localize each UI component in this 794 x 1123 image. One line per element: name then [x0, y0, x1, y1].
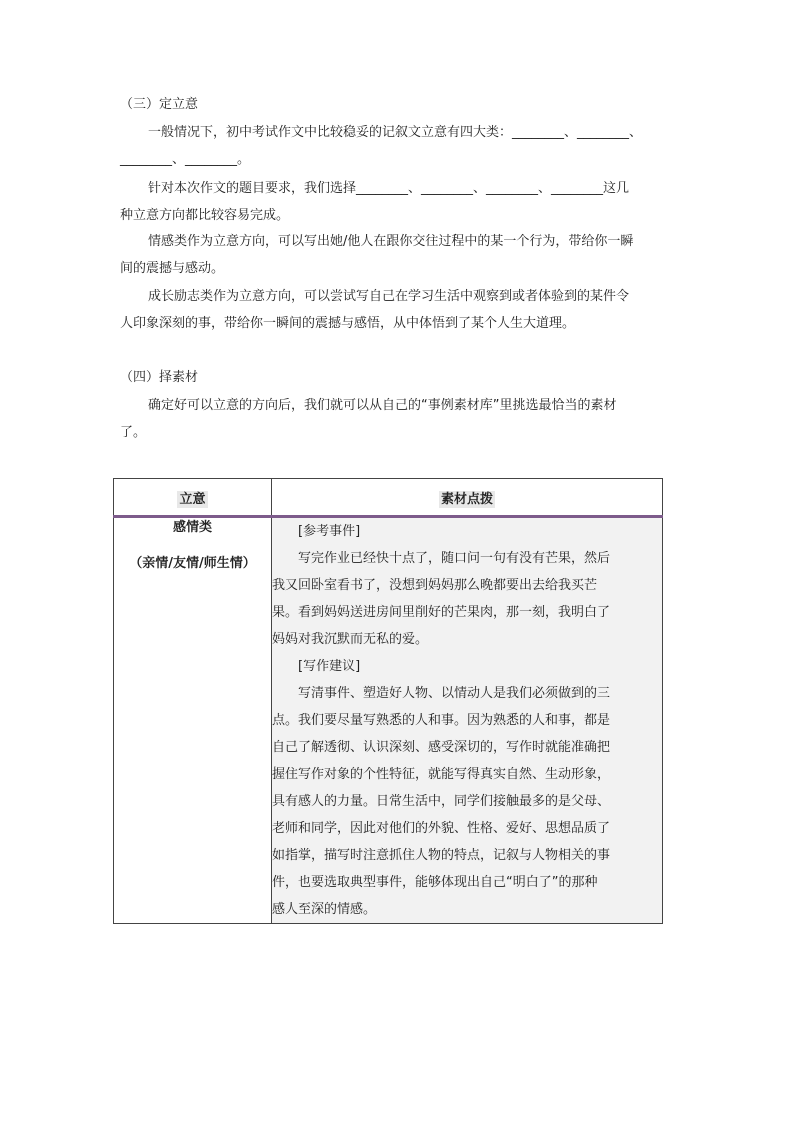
- header-intent-label: 立意: [179, 491, 206, 507]
- section-4-p1-line1: 确定好可以立意的方向后，我们就可以从自己的“事例素材库”里挑选最恰当的素材: [148, 398, 617, 413]
- section-4-heading: （四）择素材: [120, 370, 199, 385]
- material-table: [113, 478, 663, 924]
- section-3-p4-line2: 人印象深刻的事，带给你一瞬间的震撼与感悟，从中体悟到了某个人生大道理。: [120, 316, 576, 331]
- advice-line: 写清事件、塑造好人物、以情动人是我们必须做到的三: [298, 686, 611, 701]
- advice-line: 老师和同学，因此对他们的外貌、性格、爱好、思想品质了: [272, 821, 611, 836]
- reference-line: 妈妈对我沉默而无私的爱。: [272, 632, 429, 647]
- section-4-p1-line2: 了。: [120, 425, 147, 440]
- header-cell-material: [272, 479, 663, 517]
- advice-line: 如指掌，描写时注意抓住人物的特点，记叙与人物相关的事: [272, 848, 611, 863]
- reference-line: 写完作业已经快十点了，随口问一句有没有芒果，然后: [298, 551, 611, 566]
- material-cell: [272, 517, 663, 924]
- advice-line: 自己了解透彻、认识深刻、感受深切的，写作时就能准确把: [272, 740, 611, 755]
- advice-line: 件，也要选取典型事件，能够体现出自己“明白了”的那种: [272, 875, 598, 890]
- section-3-p2-line2: 种立意方向都比较容易完成。: [120, 208, 290, 223]
- header-cell-intent: [114, 479, 272, 517]
- advice-line: 点。我们要尽量写熟悉的人和事。因为熟悉的人和事，都是: [272, 713, 611, 728]
- advice-line: 具有感人的力量。日常生活中，同学们接触最多的是父母、: [272, 794, 611, 809]
- table-header-row: [114, 479, 663, 517]
- section-3-heading: （三）定立意: [120, 97, 199, 112]
- advice-line: 感人至深的情感。: [272, 902, 377, 917]
- section-3-p1-line1: 一般情况下，初中考试作文中比较稳妥的记叙文立意有四大类：________、________、: [148, 125, 643, 140]
- intent-subtitle: （亲情/友情/师生情）: [129, 556, 256, 571]
- section-3-p2-line1: 针对本次作文的题目要求，我们选择________、________、________、________这几: [148, 181, 630, 196]
- intent-cell: [114, 517, 272, 924]
- intent-title: 感情类: [172, 520, 212, 535]
- writing-advice-tag: [写作建议]: [298, 659, 361, 674]
- reference-line: 我又回卧室看书了，没想到妈妈那么晚都要出去给我买芒: [272, 578, 598, 593]
- reference-event-tag: [参考事件]: [298, 524, 361, 539]
- section-3-p4-line1: 成长励志类作为立意方向，可以尝试写自己在学习生活中观察到或者体验到的某件令: [148, 289, 630, 304]
- advice-line: 握住写作对象的个性特征，就能写得真实自然、生动形象，: [272, 767, 611, 782]
- section-3-p3-line1: 情感类作为立意方向，可以写出她/他人在跟你交往过程中的某一个行为，带给你一瞬: [148, 234, 634, 249]
- section-3-p1-line2: ________、________。: [120, 152, 251, 167]
- section-3-p3-line2: 间的震撼与感动。: [120, 261, 225, 276]
- header-material-label: 素材点拨: [440, 491, 493, 507]
- reference-line: 果。看到妈妈送进房间里削好的芒果肉，那一刻，我明白了: [272, 605, 611, 620]
- table-row: [114, 517, 663, 924]
